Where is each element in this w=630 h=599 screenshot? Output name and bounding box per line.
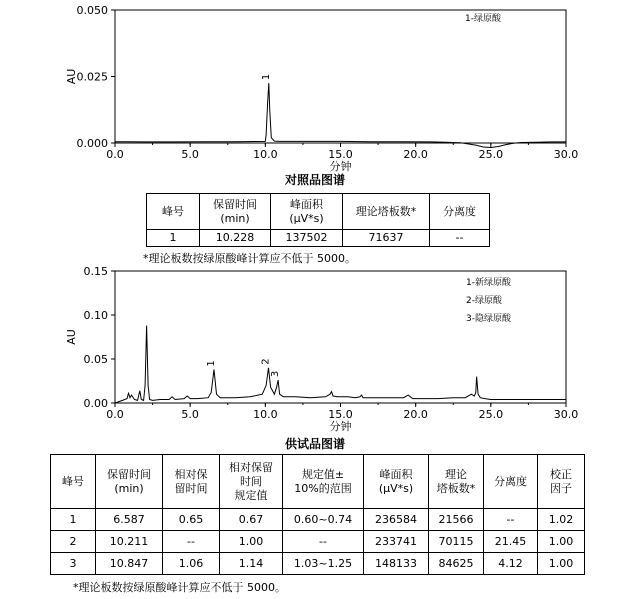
column-header: 规定值± 10%的范围 bbox=[283, 455, 364, 509]
table-cell: 0.67 bbox=[220, 509, 283, 531]
peak-label: 1 bbox=[260, 73, 272, 81]
table-cell: 21566 bbox=[429, 509, 484, 531]
x-tick-label: 15.0 bbox=[328, 408, 353, 421]
y-tick-label: 0.050 bbox=[76, 4, 108, 17]
table-cell: -- bbox=[163, 531, 220, 553]
x-tick-label: 0.0 bbox=[106, 408, 124, 421]
peak-label: 1 bbox=[206, 360, 218, 367]
table-cell: 148133 bbox=[364, 553, 429, 575]
y-axis-label: AU bbox=[65, 329, 78, 345]
table-row bbox=[51, 509, 585, 531]
table-cell: 1.00 bbox=[538, 553, 585, 575]
y-tick-label: 0.025 bbox=[76, 70, 108, 84]
legend-entry: 1-绿原酸 bbox=[465, 14, 501, 24]
table-cell: 71637 bbox=[343, 230, 430, 247]
legend-entry: 2-绿原酸 bbox=[466, 296, 502, 306]
x-tick-label: 15.0 bbox=[328, 148, 353, 161]
table-cell: 3 bbox=[51, 553, 96, 575]
table2-footnote: *理论板数按绿原酸峰计算应不低于 5000。 bbox=[73, 581, 286, 594]
sample-chromatogram bbox=[0, 263, 630, 435]
table-cell: 1.14 bbox=[220, 553, 283, 575]
x-tick-label: 30.0 bbox=[553, 408, 579, 421]
x-tick-label: 5.0 bbox=[181, 148, 199, 161]
y-axis-label: AU bbox=[65, 68, 78, 85]
table-row bbox=[51, 531, 585, 553]
reference-results-table bbox=[146, 193, 490, 247]
column-header: 峰面积 (μV*s) bbox=[364, 455, 429, 509]
x-tick-label: 30.0 bbox=[553, 148, 579, 161]
chromatogram-trace bbox=[115, 83, 566, 147]
table-cell: 84625 bbox=[429, 553, 484, 575]
table-cell: 236584 bbox=[364, 509, 429, 531]
table-cell: 0.60~0.74 bbox=[283, 509, 364, 531]
table-cell: 70115 bbox=[429, 531, 484, 553]
table-cell: 1.00 bbox=[538, 531, 585, 553]
table-cell: 10.847 bbox=[96, 553, 163, 575]
table-cell: 6.587 bbox=[96, 509, 163, 531]
sample-results-table bbox=[50, 454, 585, 575]
table-cell: -- bbox=[283, 531, 364, 553]
column-header: 峰号 bbox=[51, 455, 96, 509]
table-cell: 1 bbox=[51, 509, 96, 531]
legend-entry: 1-新绿原酸 bbox=[466, 278, 511, 288]
table-cell: -- bbox=[430, 230, 490, 247]
table-cell: 0.65 bbox=[163, 509, 220, 531]
x-tick-label: 25.0 bbox=[478, 148, 504, 161]
column-header: 理论 塔板数* bbox=[429, 455, 484, 509]
column-header: 保留时间 (min) bbox=[200, 194, 271, 230]
table-cell: 21.45 bbox=[484, 531, 538, 553]
table-cell: 2 bbox=[51, 531, 96, 553]
x-axis-label: 分钟 bbox=[329, 420, 352, 433]
x-tick-label: 10.0 bbox=[253, 408, 278, 421]
x-tick-label: 20.0 bbox=[403, 408, 428, 421]
table-cell: -- bbox=[484, 509, 538, 531]
table-cell: 1 bbox=[147, 230, 200, 247]
table-cell: 10.228 bbox=[200, 230, 271, 247]
column-header: 校正 因子 bbox=[538, 455, 585, 509]
chromatogram-trace bbox=[115, 326, 566, 403]
column-header: 峰号 bbox=[147, 194, 200, 230]
x-tick-label: 0.0 bbox=[106, 148, 124, 161]
x-tick-label: 5.0 bbox=[181, 408, 199, 421]
table-cell: 1.06 bbox=[163, 553, 220, 575]
peak-label: 3 bbox=[270, 370, 282, 378]
table-row bbox=[51, 553, 585, 575]
column-header: 分离度 bbox=[430, 194, 490, 230]
table-cell: 137502 bbox=[271, 230, 343, 247]
y-tick-label: 0.05 bbox=[83, 353, 108, 366]
y-tick-label: 0.15 bbox=[83, 265, 108, 278]
column-header: 相对保 留时间 bbox=[163, 455, 220, 509]
y-tick-label: 0.00 bbox=[83, 397, 108, 410]
table-row bbox=[147, 230, 490, 247]
column-header: 峰面积 (μV*s) bbox=[271, 194, 343, 230]
table-cell: 233741 bbox=[364, 531, 429, 553]
chart2-title: 供试品图谱 bbox=[284, 437, 345, 451]
reference-chromatogram bbox=[0, 0, 630, 172]
plot-frame bbox=[115, 10, 566, 143]
table-header-row bbox=[51, 455, 585, 509]
x-axis-label: 分钟 bbox=[329, 160, 352, 172]
x-tick-label: 20.0 bbox=[403, 148, 428, 161]
table-cell: 1.03~1.25 bbox=[283, 553, 364, 575]
table1-footnote: *理论板数按绿原酸峰计算应不低于 5000。 bbox=[143, 252, 356, 265]
table-cell: 1.00 bbox=[220, 531, 283, 553]
y-tick-label: 0.000 bbox=[76, 137, 108, 150]
legend-entry: 3-隐绿原酸 bbox=[466, 314, 511, 324]
plot-frame bbox=[115, 271, 566, 403]
x-tick-label: 25.0 bbox=[478, 408, 504, 421]
peak-label: 2 bbox=[260, 358, 272, 365]
chart1-title: 对照品图谱 bbox=[284, 173, 345, 187]
column-header: 保留时间 (min) bbox=[96, 455, 163, 509]
column-header: 分离度 bbox=[484, 455, 538, 509]
column-header: 相对保留 时间 规定值 bbox=[220, 455, 283, 509]
table-header-row bbox=[147, 194, 490, 230]
column-header: 理论塔板数* bbox=[343, 194, 430, 230]
y-tick-label: 0.10 bbox=[83, 309, 108, 322]
table-cell: 4.12 bbox=[484, 553, 538, 575]
x-tick-label: 10.0 bbox=[253, 148, 278, 161]
table-cell: 10.211 bbox=[96, 531, 163, 553]
table-cell: 1.02 bbox=[538, 509, 585, 531]
